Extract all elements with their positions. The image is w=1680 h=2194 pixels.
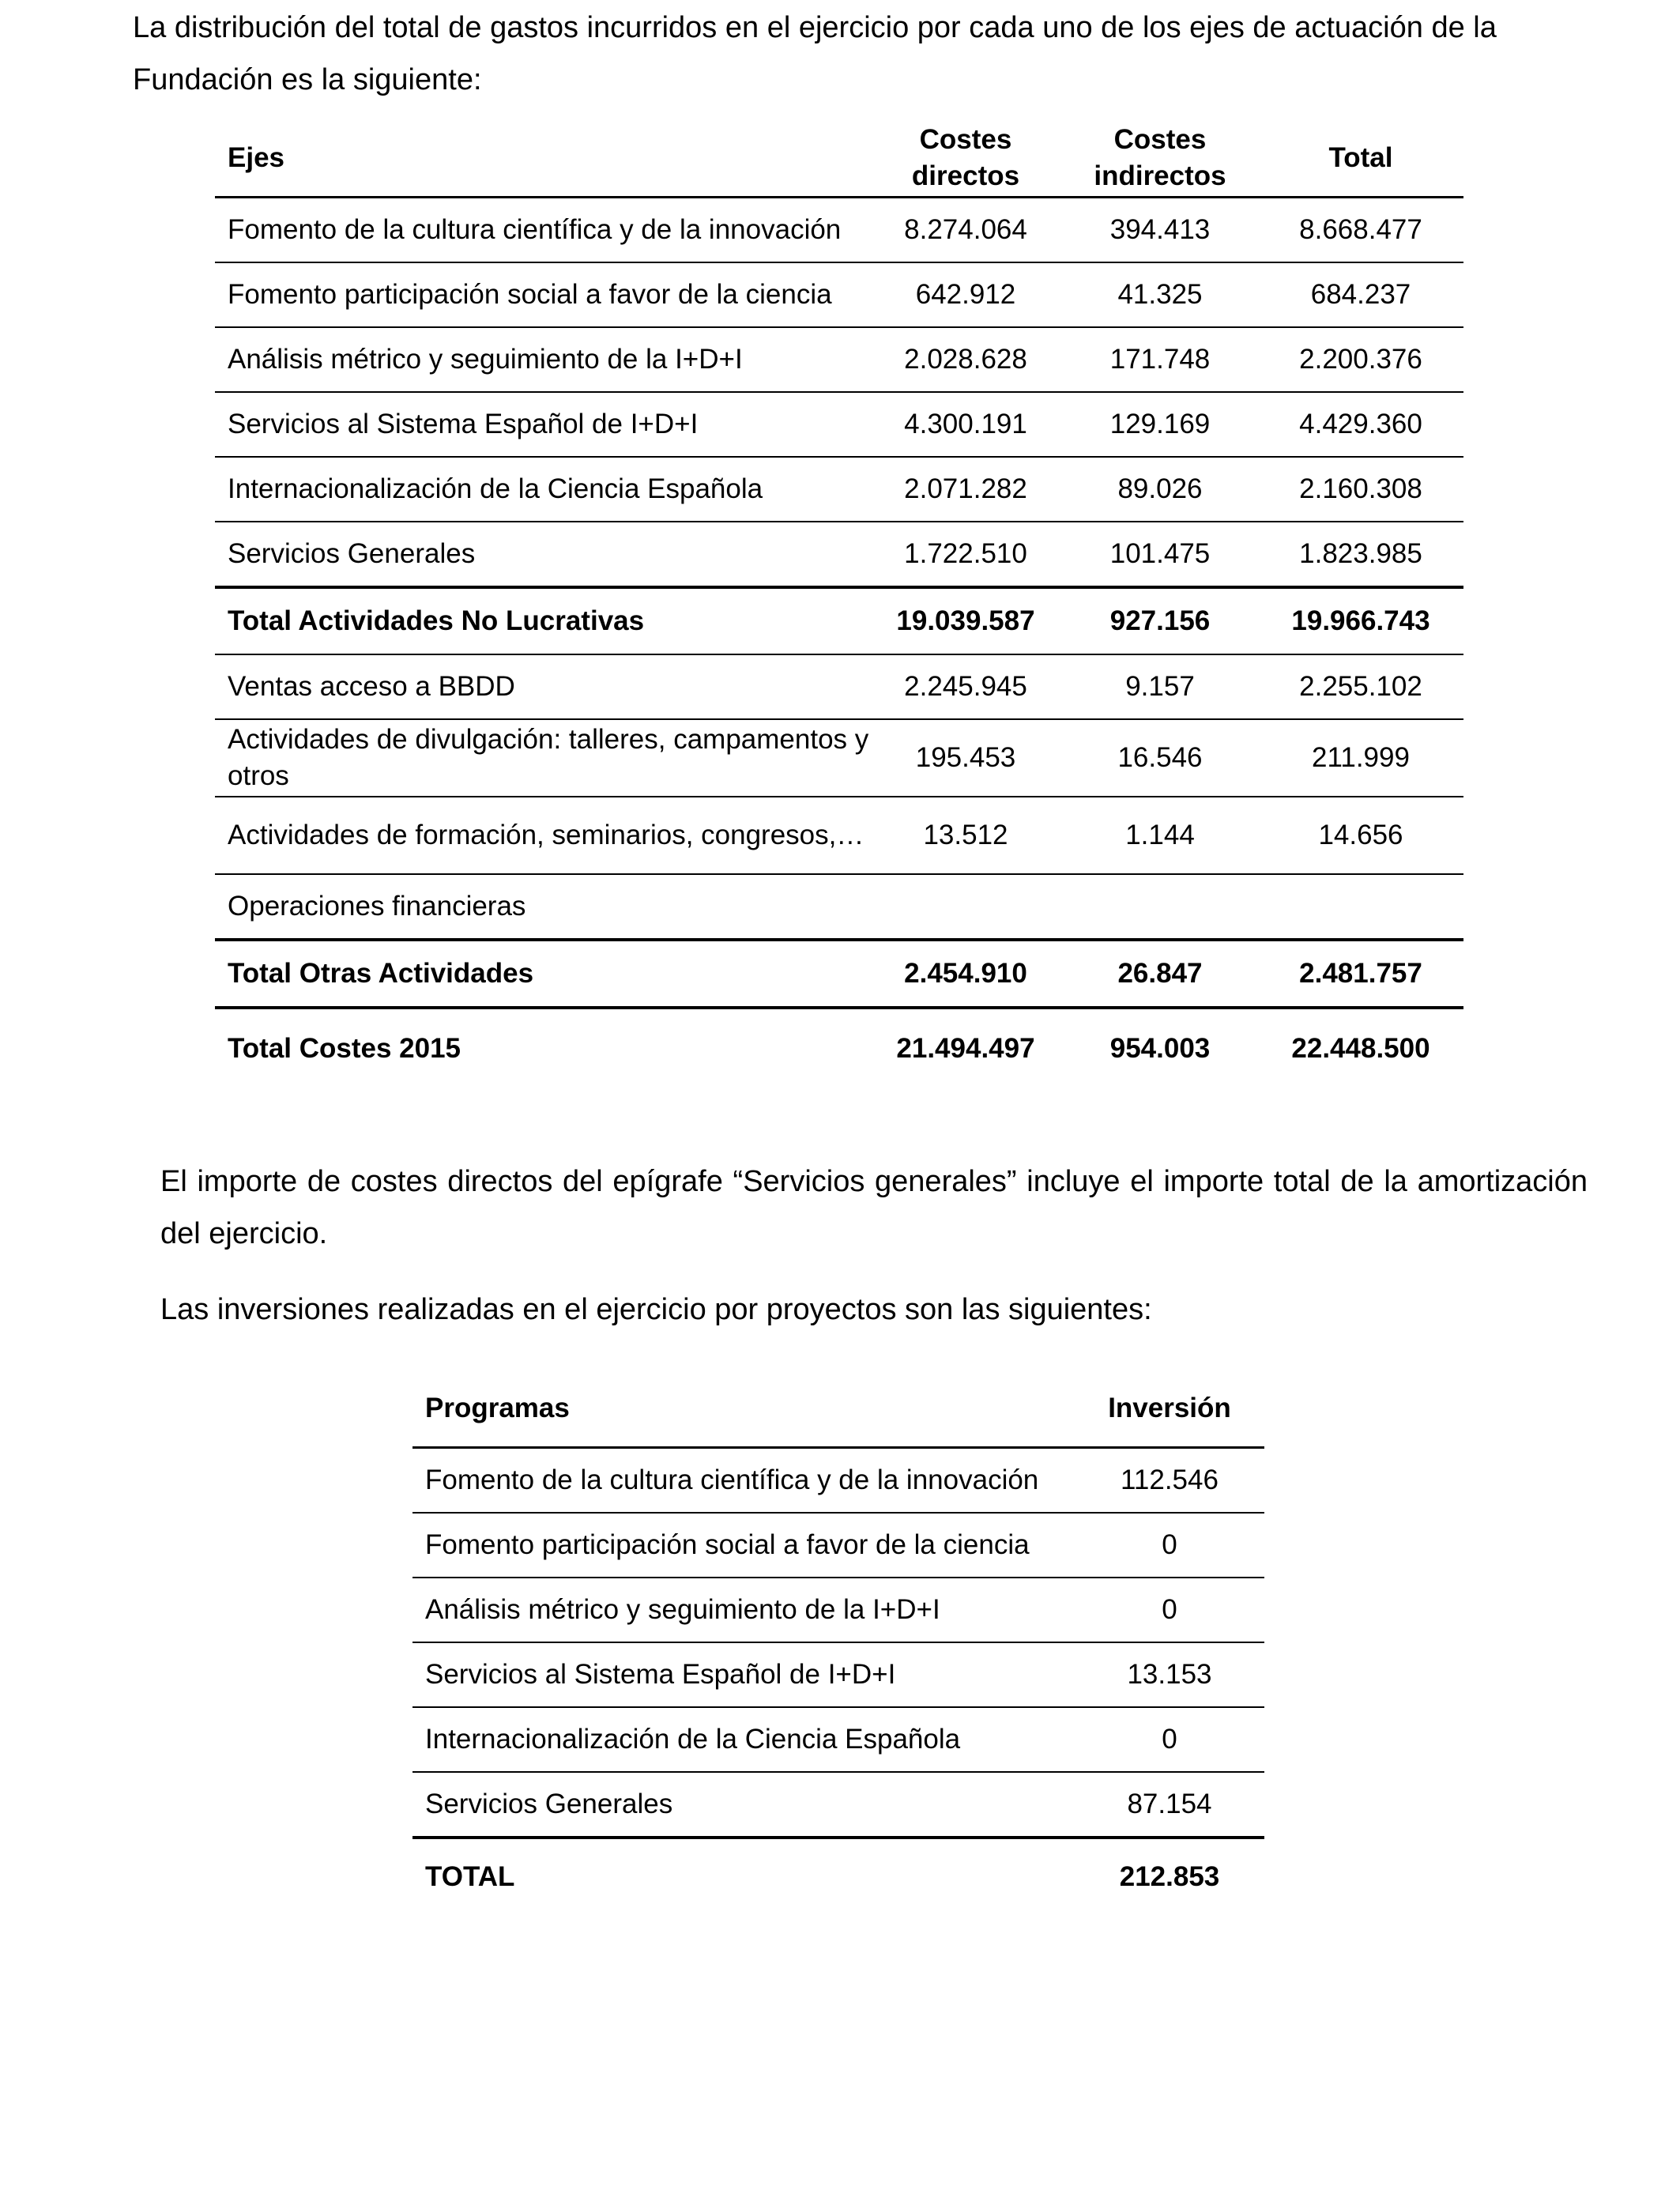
row-label: Total Actividades No Lucrativas (228, 605, 645, 636)
table-row (412, 1513, 1264, 1578)
subtotal-row (215, 940, 1463, 1008)
cell-direct: 8.274.064 (904, 214, 1027, 245)
row-label: Servicios Generales (425, 1789, 673, 1819)
cell-direct: 2.028.628 (904, 344, 1027, 375)
table-row (215, 797, 1463, 874)
row-label: Total Otras Actividades (228, 958, 534, 989)
cell-total: 22.448.500 (1291, 1033, 1430, 1064)
row-label: Servicios al Sistema Español de I+D+I (228, 409, 699, 439)
grand-total-row (215, 1008, 1463, 1088)
row-label: Servicios Generales (228, 538, 476, 569)
table-row (412, 1448, 1264, 1514)
table-row (215, 457, 1463, 522)
cell-total: 2.160.308 (1299, 473, 1422, 504)
header-ejes: Ejes (228, 142, 284, 173)
intro-paragraph: La distribución del total de gastos incurridos en el ejercicio por cada uno de los ejes de actuación de la Fundación es la siguiente: (133, 11, 1497, 96)
cell-total: 4.429.360 (1299, 409, 1422, 439)
cell-total: 14.656 (1318, 820, 1403, 850)
row-label: Actividades de formación, seminarios, congresos,… (228, 820, 864, 850)
investments-intro-paragraph: Las inversiones realizadas en el ejercicio por proyectos son las siguientes: (160, 1293, 1152, 1326)
cell-total: 2.255.102 (1299, 671, 1422, 702)
cell-total: 8.668.477 (1299, 214, 1422, 245)
row-label: Internacionalización de la Ciencia Española (425, 1724, 961, 1755)
cell-indirect: 9.157 (1125, 671, 1195, 702)
cell-direct: 2.245.945 (904, 671, 1027, 702)
row-label: Actividades de divulgación: talleres, campamentos y otros (228, 724, 869, 791)
cell-total: 684.237 (1310, 279, 1411, 310)
header-inversion: Inversión (1108, 1393, 1231, 1423)
table-row (215, 262, 1463, 327)
cell-indirect: 1.144 (1125, 820, 1195, 850)
table-row (412, 1642, 1264, 1707)
table-row (215, 719, 1463, 797)
table-row (215, 327, 1463, 392)
table-row (215, 874, 1463, 940)
costs-table (215, 120, 1463, 1088)
cell-indirect: 171.748 (1109, 344, 1211, 375)
row-label: Internacionalización de la Ciencia Española (228, 473, 763, 504)
row-label: Operaciones financieras (228, 891, 526, 922)
table-row (215, 522, 1463, 587)
cell-indirect: 101.475 (1109, 538, 1211, 569)
cell-direct: 642.912 (915, 279, 1016, 310)
row-label: Total Costes 2015 (228, 1033, 461, 1064)
cell-investment: 87.154 (1127, 1789, 1212, 1819)
cell-indirect (1062, 874, 1258, 940)
table-row (412, 1578, 1264, 1642)
table-row (215, 392, 1463, 457)
row-label: Fomento de la cultura científica y de la innovación (228, 214, 842, 245)
table-row (412, 1707, 1264, 1772)
cell-investment: 13.153 (1127, 1659, 1212, 1690)
cell-total: 19.966.743 (1291, 605, 1430, 636)
subtotal-row (215, 587, 1463, 654)
cell-indirect: 26.847 (1117, 958, 1203, 989)
note-paragraph: El importe de costes directos del epígrafe “Servicios generales” incluye el importe total de la amortización del ejercicio. (160, 1165, 1588, 1250)
cell-direct: 195.453 (915, 742, 1016, 773)
investments-table-header-row (412, 1370, 1264, 1448)
table-row (412, 1772, 1264, 1838)
row-label: Fomento participación social a favor de la ciencia (425, 1529, 1030, 1560)
cell-direct: 2.454.910 (904, 958, 1027, 989)
grand-total-row (412, 1838, 1264, 1915)
row-label: Fomento participación social a favor de la ciencia (228, 279, 832, 310)
row-label: TOTAL (425, 1861, 515, 1892)
cell-indirect: 129.169 (1109, 409, 1211, 439)
cell-total: 2.481.757 (1299, 958, 1422, 989)
cell-direct (869, 874, 1062, 940)
cell-investment: 0 (1162, 1529, 1177, 1560)
cell-investment: 0 (1162, 1594, 1177, 1625)
cell-indirect: 394.413 (1109, 214, 1211, 245)
cell-total: 2.200.376 (1299, 344, 1422, 375)
cell-indirect: 89.026 (1117, 473, 1203, 504)
cell-investment: 112.546 (1121, 1465, 1219, 1495)
cell-total: 211.999 (1312, 742, 1410, 773)
header-costes-indirectos: Costes indirectos (1094, 124, 1226, 191)
cell-direct: 19.039.587 (896, 605, 1035, 636)
cell-direct: 13.512 (923, 820, 1008, 850)
row-label: Análisis métrico y seguimiento de la I+D+I (228, 344, 743, 375)
costs-table-header-row (215, 120, 1463, 198)
table-row (215, 198, 1463, 263)
cell-investment: 0 (1162, 1724, 1177, 1755)
cell-indirect: 954.003 (1109, 1033, 1211, 1064)
header-total: Total (1328, 142, 1393, 173)
cell-investment: 212.853 (1119, 1861, 1220, 1892)
header-programas: Programas (425, 1393, 570, 1423)
cell-indirect: 41.325 (1117, 279, 1203, 310)
cell-indirect: 16.546 (1117, 742, 1203, 773)
cell-direct: 21.494.497 (896, 1033, 1035, 1064)
cell-direct: 2.071.282 (904, 473, 1027, 504)
investments-table (412, 1370, 1264, 1915)
header-costes-directos: Costes directos (911, 124, 1020, 191)
row-label: Ventas acceso a BBDD (228, 671, 515, 702)
table-row (215, 654, 1463, 719)
row-label: Servicios al Sistema Español de I+D+I (425, 1659, 896, 1690)
row-label: Fomento de la cultura científica y de la innovación (425, 1465, 1039, 1495)
cell-direct: 1.722.510 (904, 538, 1027, 569)
cell-direct: 4.300.191 (904, 409, 1027, 439)
cell-indirect: 927.156 (1109, 605, 1211, 636)
row-label: Análisis métrico y seguimiento de la I+D+I (425, 1594, 940, 1625)
cell-total: 1.823.985 (1299, 538, 1422, 569)
cell-total (1258, 874, 1463, 940)
